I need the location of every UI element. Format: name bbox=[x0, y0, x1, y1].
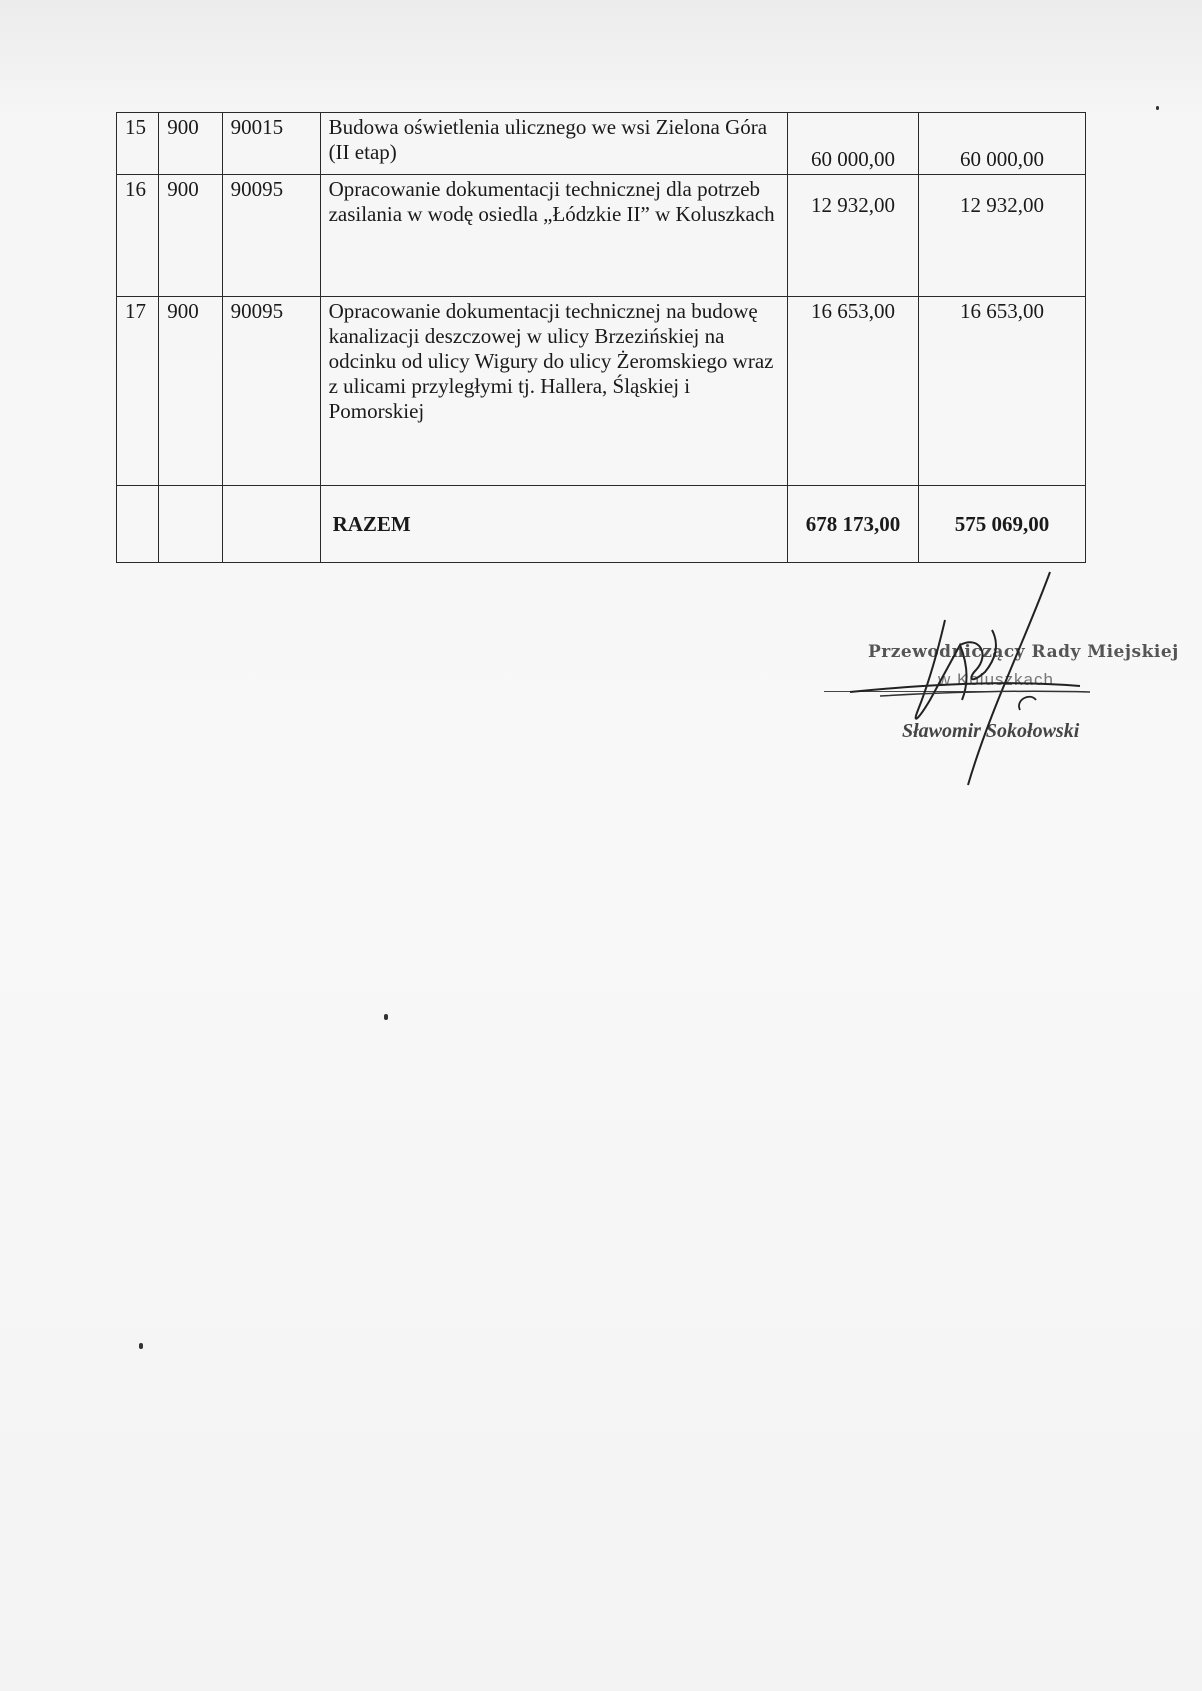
amount-planned: 60 000,00 bbox=[787, 113, 918, 175]
task-description: Opracowanie dokumentacji technicznej na budowę kanalizacji deszczowej w ulicy Brzezińskiej na odcinku od ulicy Wigury do ulicy Żeromskiego wraz z ulicami przyległymi tj. Hallera, Śląskiej i Pomorskiej bbox=[320, 297, 787, 486]
official-stamp bbox=[820, 560, 1179, 800]
row-number: 16 bbox=[117, 175, 159, 297]
signature-line bbox=[824, 691, 1084, 692]
dzial-code: 900 bbox=[159, 175, 222, 297]
row-number: 17 bbox=[117, 297, 159, 486]
dzial-code: 900 bbox=[159, 113, 222, 175]
total-row bbox=[117, 486, 1086, 563]
amount-planned: 12 932,00 bbox=[787, 175, 918, 297]
stamp-place: w Koluszkach bbox=[938, 670, 1054, 689]
task-description: Opracowanie dokumentacji technicznej dla potrzeb zasilania w wodę osiedla „Łódzkie II” w Koluszkach bbox=[320, 175, 787, 297]
table-row bbox=[117, 297, 1086, 486]
table-row bbox=[117, 175, 1086, 297]
row-number: 15 bbox=[117, 113, 159, 175]
table-row bbox=[117, 113, 1086, 175]
dzial-code: 900 bbox=[159, 297, 222, 486]
empty-cell bbox=[222, 486, 320, 563]
total-amount-planned: 678 173,00 bbox=[787, 486, 918, 563]
rozdzial-code: 90095 bbox=[222, 297, 320, 486]
amount-allocated: 60 000,00 bbox=[919, 113, 1086, 175]
amount-allocated: 12 932,00 bbox=[919, 175, 1086, 297]
empty-cell bbox=[117, 486, 159, 563]
total-label: RAZEM bbox=[320, 486, 787, 563]
signatory-name: Sławomir Sokołowski bbox=[902, 720, 1080, 742]
amount-allocated: 16 653,00 bbox=[919, 297, 1086, 486]
total-amount-allocated: 575 069,00 bbox=[919, 486, 1086, 563]
scan-speck bbox=[1156, 106, 1159, 110]
stamp-title: Przewodniczący Rady Miejskiej bbox=[868, 642, 1179, 662]
amount-planned: 16 653,00 bbox=[787, 297, 918, 486]
scan-speck bbox=[384, 1014, 388, 1020]
empty-cell bbox=[159, 486, 222, 563]
rozdzial-code: 90095 bbox=[222, 175, 320, 297]
rozdzial-code: 90015 bbox=[222, 113, 320, 175]
scan-speck bbox=[139, 1343, 143, 1349]
budget-table bbox=[116, 112, 1086, 563]
task-description: Budowa oświetlenia ulicznego we wsi Zielona Góra (II etap) bbox=[320, 113, 787, 175]
